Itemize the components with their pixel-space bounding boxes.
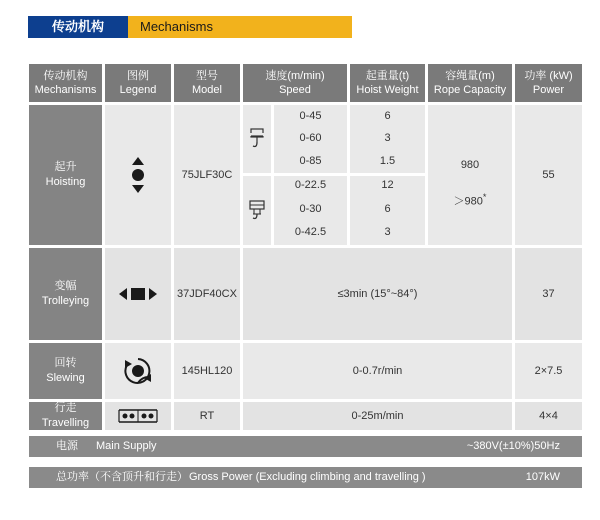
trolleying-spec: ≤3min (15°~84°) <box>243 248 512 340</box>
header-speed-en: Speed <box>279 84 311 96</box>
section-title-en: Mechanisms <box>140 19 213 34</box>
header-rope-capacity-cn: 容绳量(m) <box>445 70 495 82</box>
double-hook-icon <box>248 200 266 222</box>
gross-power-cn: 总功率（不含顶升和行走） <box>56 471 188 483</box>
mechanisms-table <box>29 64 582 490</box>
rope-capacity-1: 980 <box>460 159 480 171</box>
up-down-triangle-icon <box>130 157 146 193</box>
travelling-en: Travelling <box>41 417 90 429</box>
header-legend-en: Legend <box>119 84 157 96</box>
header-mechanisms-cn: 传动机构 <box>43 70 88 82</box>
header-legend <box>105 64 171 102</box>
main-supply-cn: 电源 <box>56 440 78 452</box>
header-model-cn: 型号 <box>196 70 218 82</box>
header-hoist-weight-cn: 起重量(t) <box>365 70 410 82</box>
header-rope-capacity <box>428 64 512 102</box>
header-hoist-weight-en: Hoist Weight <box>356 84 419 96</box>
trolleying-power: 37 <box>515 248 582 340</box>
hoisting-model: 75JLF30C <box>174 105 240 245</box>
header-power <box>515 64 582 102</box>
slewing-spec: 0-0.7r/min <box>243 343 512 399</box>
travelling-cn: 行走 <box>54 402 77 414</box>
hoisting-cn: 起升 <box>54 161 77 173</box>
trolleying-en: Trolleying <box>41 295 90 307</box>
header-power-cn: 功率 (kW) <box>524 70 573 82</box>
header-speed-cn: 速度(m/min) <box>265 70 325 82</box>
main-supply-en: Main Supply <box>96 440 157 452</box>
weight-2-3: 3 <box>384 226 391 238</box>
slewing-power: 2×7.5 <box>515 343 582 399</box>
trolleying-model: 37JDF40CX <box>174 248 240 340</box>
weight-1-3: 1.5 <box>379 155 396 167</box>
speed-2-3: 0-42.5 <box>294 226 327 238</box>
left-right-arrow-icon <box>119 287 157 301</box>
speed-2-1: 0-22.5 <box>294 179 327 191</box>
speed-2-2: 0-30 <box>299 203 322 215</box>
speed-1-1: 0-45 <box>299 110 322 122</box>
header-speed <box>243 64 347 102</box>
rope-capacity-2 <box>428 192 512 209</box>
hoisting-rope-capacity <box>428 105 512 245</box>
rope-capacity-2-value: ＞980 <box>453 195 483 208</box>
hoisting-group1-icon <box>243 105 271 173</box>
main-supply-bar <box>29 436 582 457</box>
header-mechanisms <box>29 64 102 102</box>
row-label-slewing <box>29 343 102 399</box>
slewing-model: 145HL120 <box>174 343 240 399</box>
row-label-trolleying <box>29 248 102 340</box>
row-label-travelling <box>29 402 102 430</box>
slewing-cn: 回转 <box>54 357 77 369</box>
section-banner <box>28 16 352 38</box>
header-legend-cn: 图例 <box>127 70 149 82</box>
single-hook-icon <box>249 128 265 150</box>
weight-2-1: 12 <box>381 179 394 191</box>
weight-2-2: 6 <box>384 203 391 215</box>
header-model-en: Model <box>192 84 222 96</box>
weight-1-1: 6 <box>384 110 391 122</box>
travelling-legend <box>105 402 171 430</box>
track-icon <box>118 408 158 424</box>
slewing-en: Slewing <box>46 372 85 384</box>
travelling-model: RT <box>174 402 240 430</box>
trolleying-legend <box>105 248 171 340</box>
travelling-spec: 0-25m/min <box>243 402 512 430</box>
speed-1-2: 0-60 <box>299 132 322 144</box>
rope-capacity-2-mark: * <box>482 192 487 202</box>
hoisting-power: 55 <box>515 105 582 245</box>
hoisting-group2-icon <box>243 176 271 245</box>
gross-power-en: Gross Power (Excluding climbing and travelling ) <box>189 471 426 483</box>
header-model <box>174 64 240 102</box>
row-label-hoisting <box>29 105 102 245</box>
main-supply-value: ~380V(±10%)50Hz <box>466 440 560 452</box>
hoisting-legend <box>105 105 171 245</box>
rotation-icon <box>123 356 153 386</box>
speed-1-3: 0-85 <box>299 155 322 167</box>
gross-power-bar <box>29 467 582 488</box>
header-hoist-weight <box>350 64 425 102</box>
gross-power-value: 107kW <box>525 471 560 483</box>
hoisting-en: Hoisting <box>45 176 86 188</box>
weight-1-2: 3 <box>384 132 391 144</box>
travelling-power: 4×4 <box>515 402 582 430</box>
trolleying-cn: 变幅 <box>54 280 77 292</box>
section-title-cn: 传动机构 <box>28 16 128 38</box>
slewing-legend <box>105 343 171 399</box>
header-mechanisms-en: Mechanisms <box>34 84 97 96</box>
header-power-en: Power <box>532 84 565 96</box>
header-rope-capacity-en: Rope Capacity <box>433 84 507 96</box>
